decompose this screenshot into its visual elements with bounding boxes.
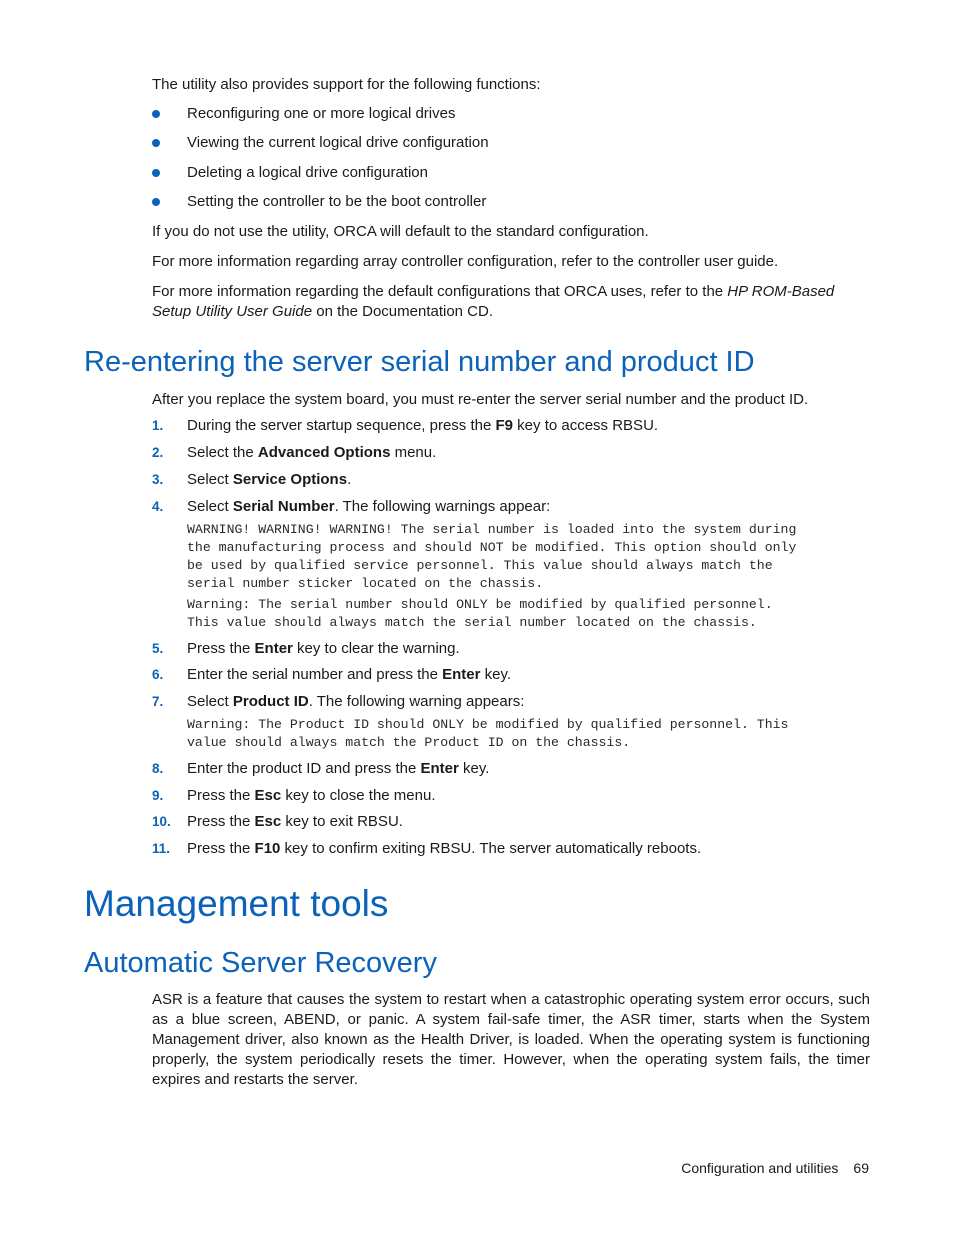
paragraph-orca-info bbox=[152, 282, 870, 322]
step-number: 1. bbox=[152, 418, 164, 433]
step-number: 9. bbox=[152, 788, 164, 803]
asr-body: ASR is a feature that causes the system to restart when a catastrophic operating system error occurs, such as a blue screen, ABEND, or panic. A system fail-safe timer, the ASR timer, starts when the System Management driver, also known as the Health Driver, is loaded. When the operating system is functioning properly, the system periodically resets the timer. However, when the operating system fails, the timer expires and restarts the server. bbox=[152, 991, 870, 1088]
bullet-item: Setting the controller to be the boot controller bbox=[187, 193, 487, 210]
warning-serial-text: WARNING! WARNING! WARNING! The serial number is loaded into the system during the manufacturing process and should NOT be modified. This option should only be used by qualified service personnel. This value should always match the serial number sticker located on the chassis. bbox=[187, 522, 797, 591]
step-text: Select the Advanced Options menu. bbox=[187, 444, 437, 461]
menu-name: Service Options bbox=[232, 471, 348, 488]
key-name: Esc bbox=[254, 787, 282, 804]
bullet-dot bbox=[152, 110, 160, 118]
step-text: Select Service Options. bbox=[187, 471, 352, 488]
step-number: 3. bbox=[152, 472, 164, 487]
paragraph-default-config: If you do not use the utility, ORCA will default to the standard configuration. bbox=[152, 223, 649, 240]
bullet-item: Deleting a logical drive configuration bbox=[187, 164, 428, 181]
step-text: Press the Enter key to clear the warning. bbox=[187, 640, 460, 657]
key-name: Enter bbox=[420, 760, 459, 777]
step-text: Press the Esc key to close the menu. bbox=[187, 787, 436, 804]
step-number: 2. bbox=[152, 445, 164, 460]
step-text: Press the F10 key to confirm exiting RBSU. The server automatically reboots. bbox=[187, 840, 702, 857]
page-footer bbox=[681, 1159, 869, 1177]
step-number: 6. bbox=[152, 667, 164, 682]
menu-name: Advanced Options bbox=[257, 444, 391, 461]
intro-lead: The utility also provides support for the following functions: bbox=[152, 76, 541, 93]
orca-info-text: For more information regarding the default configurations that ORCA uses, refer to the bbox=[152, 283, 728, 300]
bullet-dot bbox=[152, 139, 160, 147]
step-number: 10. bbox=[152, 814, 171, 829]
bullet-dot bbox=[152, 198, 160, 206]
bullet-item: Reconfiguring one or more logical drives bbox=[187, 105, 456, 122]
paragraph-controller-info: For more information regarding array controller configuration, refer to the controller user guide. bbox=[152, 253, 779, 270]
step-number: 11. bbox=[152, 841, 171, 856]
section-heading-asr: Automatic Server Recovery bbox=[84, 947, 437, 979]
warning-serial-short: Warning: The serial number should ONLY be modified by qualified personnel. This value should always match the serial number located on the chassis. bbox=[187, 597, 773, 630]
step-number: 7. bbox=[152, 694, 164, 709]
step-text: Enter the product ID and press the Enter key. bbox=[187, 760, 490, 777]
step-text: Press the Esc key to exit RBSU. bbox=[187, 813, 403, 830]
footer-text: Configuration and utilities bbox=[681, 1160, 839, 1176]
key-name: Enter bbox=[254, 640, 293, 657]
menu-name: Serial Number bbox=[232, 498, 335, 515]
reenter-intro: After you replace the system board, you must re-enter the server serial number and the product ID. bbox=[152, 391, 809, 408]
key-name: Enter bbox=[442, 666, 481, 683]
key-name: F10 bbox=[254, 840, 281, 857]
section-heading-reenter: Re-entering the server serial number and product ID bbox=[84, 346, 755, 378]
page-number: 69 bbox=[853, 1160, 869, 1176]
warning-product-text: Warning: The Product ID should ONLY be modified by qualified personnel. This value should always match the Product ID on the chassis. bbox=[187, 717, 789, 750]
step-text: Select Product ID. The following warning appears: bbox=[187, 693, 525, 710]
step-text: Enter the serial number and press the Enter key. bbox=[187, 666, 512, 683]
key-name: Esc bbox=[254, 813, 282, 830]
step-number: 4. bbox=[152, 499, 164, 514]
step-text: During the server startup sequence, press the F9 key to access RBSU. bbox=[187, 417, 659, 434]
step-number: 5. bbox=[152, 641, 164, 656]
guide-title: HP ROM-Based Setup Utility User Guide bbox=[152, 283, 835, 320]
bullet-item: Viewing the current logical drive configuration bbox=[187, 134, 489, 151]
step-number: 8. bbox=[152, 761, 164, 776]
step-text: Select Serial Number. The following warnings appear: bbox=[187, 498, 551, 515]
chapter-heading-management: Management tools bbox=[84, 883, 389, 924]
key-name: F9 bbox=[495, 417, 514, 434]
bullet-dot bbox=[152, 169, 160, 177]
menu-name: Product ID bbox=[232, 693, 309, 710]
orca-info-text-end: on the Documentation CD. bbox=[312, 303, 494, 320]
